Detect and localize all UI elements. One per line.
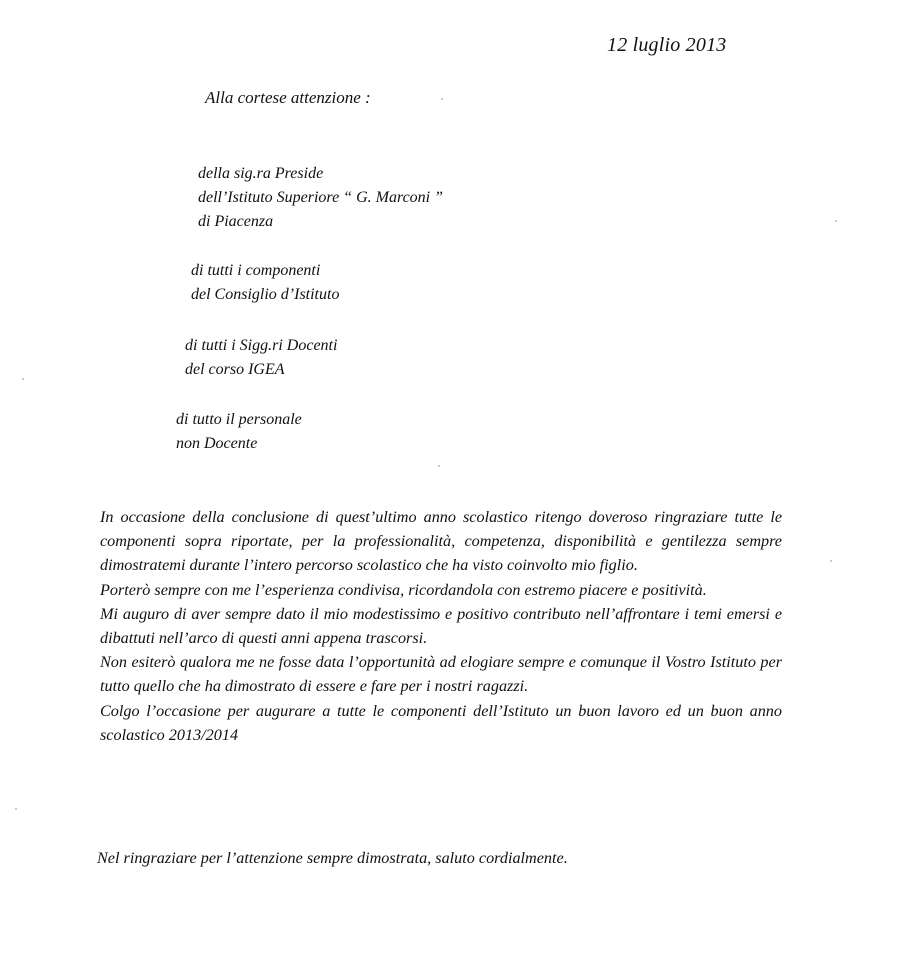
scan-speck <box>830 560 832 562</box>
recipient-line: di tutto il personale <box>176 411 302 428</box>
body-paragraph: Colgo l’occasione per augurare a tutte le componenti dell’Istituto un buon lavoro ed un buon anno scolastico 2013/2014 <box>100 701 782 744</box>
scan-speck <box>438 465 440 467</box>
letter-date: 12 luglio 2013 <box>607 34 727 56</box>
letter-body <box>100 505 782 747</box>
recipient-block-docenti <box>185 334 337 382</box>
scan-speck <box>15 808 17 810</box>
recipient-line: della sig.ra Preside <box>198 165 324 182</box>
recipient-line: di Piacenza <box>198 213 274 230</box>
scan-speck <box>22 378 24 380</box>
body-paragraph: Non esiterò qualora me ne fosse data l’opportunità ad elogiare sempre e comunque il Vostro Istituto per tutto quello che ha dimostrato di essere e fare per i nostri ragazzi. <box>100 653 782 696</box>
closing-line: Nel ringraziare per l’attenzione sempre dimostrata, saluto cordialmente. <box>97 849 568 867</box>
recipient-block-consiglio <box>191 259 339 307</box>
recipient-block-preside <box>198 162 443 234</box>
body-paragraph: Mi auguro di aver sempre dato il mio modestissimo e positivo contributo nell’affrontare i temi emersi e dibattuti nell’arco di questi anni appena trascorsi. <box>100 604 782 648</box>
recipient-line: del Consiglio d’Istituto <box>191 286 340 303</box>
scan-speck <box>835 220 837 222</box>
scan-speck <box>441 98 443 100</box>
recipient-block-personale <box>176 408 302 456</box>
body-paragraph: In occasione della conclusione di quest’ultimo anno scolastico ritengo doveroso ringraziare tutte le componenti sopra riportate, per la professionalità, competenza, disponibilità e gentilezza sempre dimostratemi durante l’intero percorso scolastico che ha visto coinvolto mio figlio. <box>100 508 782 575</box>
recipient-line: di tutti i componenti <box>191 262 321 279</box>
body-paragraph: Porterò sempre con me l’esperienza condivisa, ricordandola con estremo piacere e positività. <box>100 580 707 599</box>
recipient-line: del corso IGEA <box>185 361 285 378</box>
recipient-line: non Docente <box>176 435 258 452</box>
attention-line: Alla cortese attenzione : <box>205 88 371 107</box>
recipient-line: dell’Istituto Superiore “ G. Marconi ” <box>198 189 444 206</box>
recipient-line: di tutti i Sigg.ri Docenti <box>185 337 338 354</box>
